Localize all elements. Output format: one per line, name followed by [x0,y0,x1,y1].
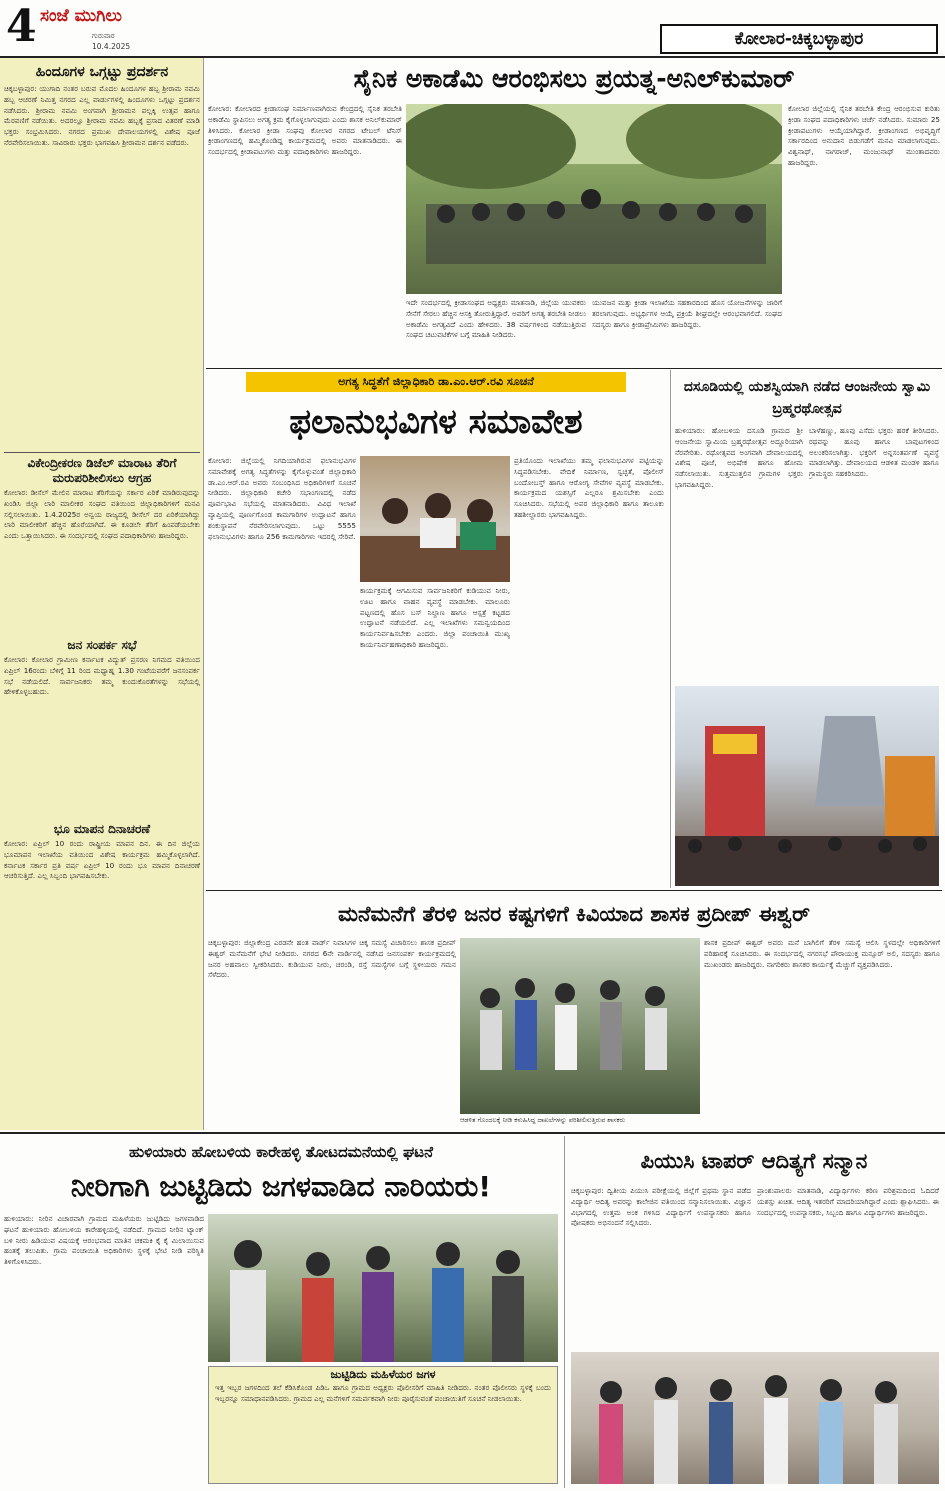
beneficiaries-photo-image [360,456,510,582]
middle-rule [206,890,942,891]
beneficiaries-col-1: ಕೋಲಾರ: ಜಿಲ್ಲೆಯಲ್ಲಿ ನಿಗದಿಯಾಗಿರುವ ಫಲಾನುಭವಿಗಳ ಸಮಾವೇಶಕ್ಕೆ ಅಗತ್ಯ ಸಿದ್ಧತೆಗಳನ್ನು ಕೈಗೊಳ್ಳುವಂತೆ ಜಿಲ್ಲಾಧಿಕಾರಿ ಡಾ.ಎಂ.ಆರ್.ರವಿ ಅವರು ಸಂಬಂಧಿಸಿದ ಅಧಿಕಾರಿಗಳಿಗೆ ಸೂಚನೆ ನೀಡಿದರು. ಜಿಲ್ಲಾಧಿಕಾರಿ ಕಚೇರಿ ಸಭಾಂಗಣದಲ್ಲಿ ನಡೆದ ಪೂರ್ವಭಾವಿ ಸಭೆಯಲ್ಲಿ ಮಾತನಾಡಿದರು. ವಿವಿಧ ಇಲಾಖೆ ವ್ಯಾಪ್ತಿಯಲ್ಲಿ ಪೂರ್ಣಗೊಂಡ ಕಾಮಗಾರಿಗಳ ಉದ್ಘಾಟನೆ ಹಾಗೂ ಶಂಕುಸ್ಥಾಪನೆ ನೆರವೇರಿಸಲಾಗುವುದು. ಒಟ್ಟು 5555 ಫಲಾನುಭವಿಗಳು ಹಾಗೂ 256 ಕಾಮಗಾರಿಗಳು ಇದರಲ್ಲಿ ಸೇರಿವೆ. [208,456,356,541]
temple-col-1: ಹುಳಿಯಾರು: ಹೋಬಳಿಯ ದಸೂಡಿ ಗ್ರಾಮದ ಶ್ರೀ ಆಂಜನೇಯ ಸ್ವಾಮಿಯ ಬ್ರಹ್ಮರಥೋತ್ಸವ ಅದ್ದೂರಿಯಾಗಿ ನೆರವೇರಿತು. ರಥೋತ್ಸವದ ಅಂಗವಾಗಿ ದೇವಾಲಯದಲ್ಲಿ ವಿಶೇಷ ಪೂಜೆ, ಅಭಿಷೇಕ ಹಾಗೂ ಹೋಮ ನಡೆಸಲಾಯಿತು. ಸುತ್ತಮುತ್ತಲಿನ ಗ್ರಾಮಗಳ ಭಕ್ತರು ಭಾಗವಹಿಸಿದ್ದರು. [675,426,803,489]
beneficiaries-col-2: ಕಾರ್ಯಕ್ರಮಕ್ಕೆ ಆಗಮಿಸುವ ಸಾರ್ವಜನಿಕರಿಗೆ ಕುಡಿಯುವ ನೀರು, ಊಟ ಹಾಗೂ ವಾಹನ ವ್ಯವಸ್ಥೆ ಮಾಡಬೇಕು. ಮಾಲೂರು ಪಟ್ಟಣದಲ್ಲಿ ಹೊಸ ಬಸ್ ನಿಲ್ದಾಣ ಹಾಗೂ ಆಸ್ಪತ್ರೆ ಕಟ್ಟಡದ ಉದ್ಘಾಟನೆ ನಡೆಯಲಿದೆ. ಎಲ್ಲ ಇಲಾಖೆಗಳು ಸಮನ್ವಯದಿಂದ ಕಾರ್ಯನಿರ್ವಹಿಸಬೇಕು ಎಂದರು. ಜಿಲ್ಲಾ ಪಂಚಾಯಿತಿ ಮುಖ್ಯ ಕಾರ್ಯನಿರ್ವಹಣಾಧಿಕಾರಿ ಹಾಜರಿದ್ದರು. [360,586,510,649]
masthead [0,0,945,58]
lead-story [206,60,942,368]
sidebar-story-1 [4,62,200,450]
page-number: 4 [6,1,37,52]
beneficiaries-story [206,370,666,888]
mla-photo [460,938,700,1114]
mla-headline: ಮನೆಮನೆಗೆ ತೆರಳಿ ಜನರ ಕಷ್ಟಗಳಿಗೆ ಕಿವಿಯಾದ ಶಾಸಕ ಪ್ರದೀಪ್ ಈಶ್ವರ್ [337,902,811,926]
lead-col-3: ಯುವಜನ ಮತ್ತು ಕ್ರೀಡಾ ಇಲಾಖೆಯ ಸಹಕಾರದಿಂದ ಹೊಸ ಯೋಜನೆಗಳನ್ನು ಜಾರಿಗೆ ತರಲಾಗುವುದು. ಅಭ್ಯರ್ಥಿಗಳ ಆಯ್ಕೆ ಪ್ರಕ್ರಿಯೆ ಶೀಘ್ರದಲ್ಲೇ ಆರಂಭವಾಗಲಿದೆ. ಸಂಘದ ಸದಸ್ಯರು ಹಾಗೂ ಕ್ರೀಡಾಪ್ರೇಮಿಗಳು ಹಾಜರಿದ್ದರು. [592,298,782,329]
beneficiaries-headline: ಫಲಾನುಭವಿಗಳ ಸಮಾವೇಶ [289,402,583,442]
women-box-headline: ಜುಟ್ಟಿಡಿದು ಮಹಿಳೆಯರ ಜಗಳ [330,1368,436,1381]
topper-col-2: ಪ್ರಾಂಶುಪಾಲರು ಮಾತನಾಡಿ, ವಿದ್ಯಾರ್ಥಿಗಳು ಕಠಿಣ ಪರಿಶ್ರಮದಿಂದ ಓದಿದರೆ ಯಶಸ್ಸು ಖಚಿತ. ಆದಿತ್ಯ ಇತರರಿಗೆ ಮಾದರಿಯಾಗಿದ್ದಾರೆ ಎಂದು ಶ್ಲಾಘಿಸಿದರು. ಈ ಸಂದರ್ಭದಲ್ಲಿ ಉಪನ್ಯಾಸಕರು, ಸಿಬ್ಬಂದಿ ಹಾಗೂ ವಿದ್ಯಾರ್ಥಿಗಳು ಹಾಜರಿದ್ದರು. [757,1186,939,1217]
region-banner [660,24,938,54]
temple-col-2: ಬಾಳೆಹಣ್ಣು, ಹೂವು ಎಸೆದು ಭಕ್ತರು ಹರಕೆ ತೀರಿಸಿದರು. ರಥವನ್ನು ಹೂವು ಹಾಗೂ ಬಾವುಟಗಳಿಂದ ಅಲಂಕರಿಸಲಾಗಿತ್ತು. ಭಕ್ತರಿಗೆ ಅನ್ನಸಂತರ್ಪಣೆ ವ್ಯವಸ್ಥೆ ಮಾಡಲಾಗಿತ್ತು. ದೇವಾಲಯದ ಆಡಳಿತ ಮಂಡಳಿ ಹಾಗೂ ಗ್ರಾಮಸ್ಥರು ಸಹಕರಿಸಿದರು. [809,426,939,479]
temple-headline: ದಸೂಡಿಯಲ್ಲಿ ಯಶಸ್ವಿಯಾಗಿ ನಡೆದ ಆಂಜನೇಯ ಸ್ವಾಮಿ ಬ್ರಹ್ಮರಥೋತ್ಸವ [683,379,931,417]
women-headline: ನೀರಿಗಾಗಿ ಜುಟ್ಟಿಡಿದು ಜಗಳವಾಡಿದ ನಾರಿಯರು! [70,1170,492,1203]
topper-photo [571,1352,939,1484]
masthead-date: 10.4.2025 [92,42,131,51]
women-col-1: ಹುಳಿಯಾರು: ನೀರಿನ ವಿಚಾರವಾಗಿ ಗ್ರಾಮದ ಮಹಿಳೆಯರು ಜುಟ್ಟಿಡಿದು ಜಗಳವಾಡಿದ ಘಟನೆ ಹುಳಿಯಾರು ಹೋಬಳಿಯ ಕಾರೇಹಳ್ಳಿಯಲ್ಲಿ ನಡೆದಿದೆ. ಗ್ರಾಮದ ನೀರಿನ ಟ್ಯಾಂಕ್ ಬಳಿ ನೀರು ಹಿಡಿಯುವ ವಿಷಯಕ್ಕೆ ಆರಂಭವಾದ ಮಾತಿನ ಚಕಮಕಿ ಕೈ ಕೈ ಮಿಲಾಯಿಸುವ ಹಂತಕ್ಕೆ ತಲುಪಿತು. ಗ್ರಾಮ ಪಂಚಾಯಿತಿ ಅಧಿಕಾರಿಗಳು ಸ್ಥಳಕ್ಕೆ ಭೇಟಿ ನೀಡಿ ಪರಿಸ್ಥಿತಿ ತಿಳಿಗೊಳಿಸಿದರು. [4,1214,204,1267]
brand-name: ಸಂಜೆ ಮುಗಿಲು [40,6,122,26]
temple-story [670,370,942,888]
women-box [208,1366,558,1484]
women-photo-image [208,1214,558,1362]
lead-photo [406,104,782,294]
women-kicker: ಹುಳಿಯಾರು ಹೋಬಳಿಯ ಕಾರೇಹಳ್ಳಿ ತೋಟದಮನೆಯಲ್ಲಿ ಘಟನೆ [128,1143,434,1161]
mla-photo-caption: ಆಡಳಿತ ಗೊಂದಲಕ್ಕೆ ನೀಡಿ ಕಳುಹಿಸಿದ್ದ ದಾಖಲೆಗಳನ್ನು ಪರಿಶೀಲಿಸುತ್ತಿರುವ ಶಾಸಕರು [460,1116,626,1124]
sidebar-story-3-headline: ಜನ ಸಂಪರ್ಕ ಸಭೆ [67,638,137,652]
lead-col-1: ಕೋಲಾರ: ಕೋಲಾರದ ಕ್ರೀಡಾಸಂಘ ನಿರ್ಮಾಣವಾಗಿರುವ ಕೇಂದ್ರದಲ್ಲಿ ಸೈನಿಕ ತರಬೇತಿ ಅಕಾಡೆಮಿ ಸ್ಥಾಪಿಸಲು ಅಗತ್ಯ ಕ್ರಮ ಕೈಗೊಳ್ಳಲಾಗುವುದು ಎಂದು ಶಾಸಕ ಅನಿಲ್‌ಕುಮಾರ್ ತಿಳಿಸಿದರು. ಕೋಲಾರ ಕ್ರೀಡಾ ಸಂಘವು ಕೋಲಾರ ನಗರದ ಟೇಬಲ್ ಟೆನಿಸ್ ಕ್ರೀಡಾಂಗಣದಲ್ಲಿ ಹಮ್ಮಿಕೊಂಡಿದ್ದ ಕಾರ್ಯಕ್ರಮದಲ್ಲಿ ಅವರು ಮಾತನಾಡಿದರು. ಈ ಸಂದರ್ಭದಲ್ಲಿ ಕ್ರೀಡಾಪಟುಗಳು ಮತ್ತು ಪದಾಧಿಕಾರಿಗಳು ಹಾಜರಿದ್ದರು. [208,104,402,157]
sidebar-story-2-headline: ವಿಕೇಂದ್ರೀಕರಣ ಡಿಜೆಲ್ ಮಾರಾಟ ತೆರಿಗೆ ಮರುಪರಿಶೀಲಿಸಲು ಆಗ್ರಹ [27,456,177,485]
sidebar-story-3 [4,638,200,818]
bottom-rule [0,1132,945,1134]
sidebar-story-4 [4,822,200,1122]
lead-bottom-rule [206,368,942,369]
masthead-weekday: ಗುರುವಾರ [92,32,115,40]
sidebar-story-1-body: ಚಿಕ್ಕಬಳ್ಳಾಪುರ: ಯುಗಾದಿ ನಂತರ ಬರುವ ಮೊದಲ ಹಿಂದೂಗಳ ಹಬ್ಬ ಶ್ರೀರಾಮ ನವಮಿ ಹಬ್ಬ ಆಚರಣೆ ನಿಮಿತ್ತ ನಗರದ ಎಲ್ಲ ವಾರ್ಡುಗಳಲ್ಲಿ ಹಿಂದೂಗಳು ಒಗ್ಗಟ್ಟು ಪ್ರದರ್ಶನ ನಡೆಸಿದರು. ಶ್ರೀರಾಮ ನವಮಿ ಅಂಗವಾಗಿ ಶ್ರೀರಾಮನ ಪಲ್ಲಕ್ಕಿ ಉತ್ಸವ ಹಾಗೂ ಮೆರವಣಿಗೆ ನಡೆಯಿತು. ಅದರಲ್ಲೂ ಶ್ರೀರಾಮ ನವಮಿ ಹಬ್ಬಕ್ಕೆ ಪ್ರಸಾದ ವಿತರಣೆ ಮಾಡಿ ಭಕ್ತರು ಸಂಭ್ರಮಿಸಿದರು. ನಗರದ ಪ್ರಮುಖ ದೇವಾಲಯಗಳಲ್ಲಿ ವಿಶೇಷ ಪೂಜೆ ನೆರವೇರಿಸಲಾಯಿತು. ಸಾವಿರಾರು ಭಕ್ತರು ಭಾಗವಹಿಸಿ ಶ್ರೀರಾಮನ ದರ್ಶನ ಪಡೆದರು. [4,84,200,147]
beneficiaries-kicker: ಅಗತ್ಯ ಸಿದ್ಧತೆಗೆ ಜಿಲ್ಲಾಧಿಕಾರಿ ಡಾ.ಎಂ.ಆರ್.ರವಿ ಸೂಚನೆ [246,372,626,392]
sidebar [0,58,204,1130]
sidebar-story-2 [4,456,200,634]
mla-col-1: ಚಿಕ್ಕಬಳ್ಳಾಪುರ: ಜಿಲ್ಲಾಕೇಂದ್ರ ಎರಡನೇ ಹಂತ ವಾರ್ಡ್ ನಿವಾಸಿಗಳ ಚಿಕ್ಕ ಸಮಸ್ಯೆ ವಿಚಾರಿಸಲು ಶಾಸಕ ಪ್ರದೀಪ್ ಈಶ್ವರ್ ಮನೆಮನೆಗೆ ಭೇಟಿ ನೀಡಿದರು. ನಗರದ 6ನೇ ವಾರ್ಡಿನಲ್ಲಿ ನಡೆಸಿದ ಜನಸಂಪರ್ಕ ಕಾರ್ಯಕ್ರಮದಲ್ಲಿ ಜನರ ಅಹವಾಲು ಸ್ವೀಕರಿಸಿದರು. ಕುಡಿಯುವ ನೀರು, ಚರಂಡಿ, ರಸ್ತೆ ಸಮಸ್ಯೆಗಳ ಬಗ್ಗೆ ಸ್ಥಳೀಯರು ಗಮನ ಸೆಳೆದರು. [208,938,456,980]
mla-col-2: ಶಾಸಕ ಪ್ರದೀಪ್ ಈಶ್ವರ್ ಅವರು ಮನೆ ಬಾಗಿಲಿಗೆ ತೆರಳಿ ಸಮಸ್ಯೆ ಆಲಿಸಿ ಸ್ಥಳದಲ್ಲೇ ಅಧಿಕಾರಿಗಳಿಗೆ ಪರಿಹಾರಕ್ಕೆ ಸೂಚಿಸಿದರು. ಈ ಸಂದರ್ಭದಲ್ಲಿ ನಗರಸಭೆ ಪೌರಾಯುಕ್ತ ಮನ್ಸೂರ್ ಅಲಿ, ಸದಸ್ಯರು ಹಾಗೂ ಮುಖಂಡರು ಹಾಜರಿದ್ದರು. ನಾಗರಿಕರು ಶಾಸಕರ ಕಾರ್ಯಕ್ಕೆ ಮೆಚ್ಚುಗೆ ವ್ಯಕ್ತಪಡಿಸಿದರು. [704,938,940,969]
topper-headline: ಪಿಯುಸಿ ಟಾಪರ್ ಆದಿತ್ಯಗೆ ಸನ್ಮಾನ [640,1149,868,1173]
topper-story [564,1136,942,1488]
sidebar-story-2-body: ಕೋಲಾರ: ಡೀಸೆಲ್ ಮೇಲಿನ ಮಾರಾಟ ತೆರಿಗೆಯನ್ನು ಸರ್ಕಾರ ಏರಿಕೆ ಮಾಡಿರುವುದನ್ನು ಖಂಡಿಸಿ ಜಿಲ್ಲಾ ಲಾರಿ ಮಾಲೀಕರ ಸಂಘದ ವತಿಯಿಂದ ಜಿಲ್ಲಾಧಿಕಾರಿಗಳಿಗೆ ಮನವಿ ಸಲ್ಲಿಸಲಾಯಿತು. 1.4.2025ರ ಅನ್ವಯ ರಾಜ್ಯದಲ್ಲಿ ಡೀಸೆಲ್ ದರ ಏರಿಕೆಯಾಗಿದ್ದು ಲಾರಿ ಮಾಲೀಕರಿಗೆ ಹೆಚ್ಚಿನ ಹೊರೆಯಾಗಿದೆ. ಈ ಕೂಡಲೇ ತೆರಿಗೆ ಹಿಂಪಡೆಯಬೇಕು ಎಂದು ಒತ್ತಾಯಿಸಿದರು. ಈ ಸಂದರ್ಭದಲ್ಲಿ ಸಂಘದ ಪದಾಧಿಕಾರಿಗಳು ಹಾಜರಿದ್ದರು. [4,488,200,541]
lead-headline: ಸೈನಿಕ ಅಕಾಡೆಮಿ ಆರಂಭಿಸಲು ಪ್ರಯತ್ನ-ಅನಿಲ್‌ಕುಮಾರ್ [353,64,795,93]
lead-col-2: ಇದೇ ಸಂದರ್ಭದಲ್ಲಿ ಕ್ರೀಡಾಸಂಘದ ಅಧ್ಯಕ್ಷರು ಮಾತನಾಡಿ, ಜಿಲ್ಲೆಯ ಯುವಕರು ಸೇನೆಗೆ ಸೇರಲು ಹೆಚ್ಚಿನ ಆಸಕ್ತಿ ತೋರುತ್ತಿದ್ದಾರೆ. ಅವರಿಗೆ ಅಗತ್ಯ ತರಬೇತಿ ನೀಡಲು ಅಕಾಡೆಮಿ ಅಗತ್ಯವಿದೆ ಎಂದು ಹೇಳಿದರು. 38 ವರ್ಷಗಳಿಂದ ನಡೆಯುತ್ತಿರುವ ಸಂಘದ ಚಟುವಟಿಕೆಗಳ ಬಗ್ಗೆ ಮಾಹಿತಿ ನೀಡಿದರು. [406,298,586,340]
region-label: ಕೋಲಾರ-ಚಿಕ್ಕಬಳ್ಳಾಪುರ [734,29,864,49]
sidebar-story-1-headline: ಹಿಂದೂಗಳ ಒಗ್ಗಟ್ಟು ಪ್ರದರ್ಶನ [35,64,169,80]
lead-col-4: ಕೋಲಾರ ಜಿಲ್ಲೆಯಲ್ಲಿ ಸೈನಿಕ ತರಬೇತಿ ಕೇಂದ್ರ ಆರಂಭಿಸುವ ಕುರಿತು ಕ್ರೀಡಾ ಸಂಘದ ಪದಾಧಿಕಾರಿಗಳು ಚರ್ಚೆ ನಡೆಸಿದರು. ಸುಮಾರು 25 ಕ್ರೀಡಾಪಟುಗಳು ಆಯ್ಕೆಯಾಗಿದ್ದಾರೆ. ಕ್ರೀಡಾಂಗಣದ ಅಭಿವೃದ್ಧಿಗೆ ಸರ್ಕಾರದಿಂದ ಅನುದಾನ ಬಿಡುಗಡೆಗೆ ಮನವಿ ಮಾಡಲಾಗುವುದು. ವಿಶ್ವನಾಥ್, ನಾಗರಾಜ್, ಮಂಜುನಾಥ್ ಮುಂತಾದವರು ಹಾಜರಿದ್ದರು. [788,104,940,167]
sidebar-story-3-body: ಕೋಲಾರ: ಕೋಲಾರ ಗ್ರಾಮೀಣ ಕರ್ನಾಟಕ ವಿದ್ಯುತ್ ಪ್ರಸರಣ ನಿಗಮದ ವತಿಯಿಂದ ಏಪ್ರಿಲ್ 16ರಂದು ಬೆಳಿಗ್ಗೆ 11 ರಿಂದ ಮಧ್ಯಾಹ್ನ 1.30 ಗಂಟೆಯವರೆಗೆ ಜನಸಂಪರ್ಕ ಸಭೆ ನಡೆಯಲಿದೆ. ಸಾರ್ವಜನಿಕರು ತಮ್ಮ ಕುಂದುಕೊರತೆಗಳನ್ನು ಸಭೆಯಲ್ಲಿ ಹೇಳಿಕೊಳ್ಳಬಹುದು. [4,655,200,697]
women-photo [208,1214,558,1362]
women-box-body: ಇತ್ತ ಇಬ್ಬರ ಜಗಳದಿಂದ ತಲೆ ಕೆಡಿಸಿಕೊಂಡ ಪಿಡಿಒ ಹಾಗೂ ಗ್ರಾಮದ ಅಧ್ಯಕ್ಷರು ಪೊಲೀಸರಿಗೆ ಮಾಹಿತಿ ನೀಡಿದರು. ನಂತರ ಪೊಲೀಸರು ಸ್ಥಳಕ್ಕೆ ಬಂದು ಇಬ್ಬರನ್ನೂ ಸಮಾಧಾನಪಡಿಸಿದರು. ಗ್ರಾಮದ ಎಲ್ಲ ಮನೆಗಳಿಗೆ ಸಮರ್ಪಕವಾಗಿ ನೀರು ಪೂರೈಸುವಂತೆ ಪಂಚಾಯಿತಿಗೆ ಸೂಚನೆ ನೀಡಲಾಯಿತು. [215,1383,551,1403]
beneficiaries-col-3: ಪ್ರತಿಯೊಂದು ಇಲಾಖೆಯು ತಮ್ಮ ಫಲಾನುಭವಿಗಳ ಪಟ್ಟಿಯನ್ನು ಸಿದ್ಧಪಡಿಸಬೇಕು. ವೇದಿಕೆ ನಿರ್ಮಾಣ, ಸ್ವಚ್ಛತೆ, ಪೊಲೀಸ್ ಬಂದೋಬಸ್ತ್ ಹಾಗೂ ಆರೋಗ್ಯ ಸೇವೆಗಳ ವ್ಯವಸ್ಥೆ ಮಾಡಬೇಕು. ಕಾರ್ಯಕ್ರಮದ ಯಶಸ್ಸಿಗೆ ಎಲ್ಲರೂ ಶ್ರಮಿಸಬೇಕು ಎಂದು ಸೂಚಿಸಿದರು. ಸಭೆಯಲ್ಲಿ ಅಪರ ಜಿಲ್ಲಾಧಿಕಾರಿ ಹಾಗೂ ತಾಲೂಕು ತಹಶೀಲ್ದಾರರು ಭಾಗವಹಿಸಿದ್ದರು. [514,456,664,519]
mla-story [206,892,942,1130]
sidebar-story-4-headline: ಭೂ ಮಾಪನ ದಿನಾಚರಣೆ [53,822,151,836]
brand-logo [40,6,160,34]
topper-col-1: ಚಿಕ್ಕಬಳ್ಳಾಪುರ: ದ್ವಿತೀಯ ಪಿಯುಸಿ ಪರೀಕ್ಷೆಯಲ್ಲಿ ಜಿಲ್ಲೆಗೆ ಪ್ರಥಮ ಸ್ಥಾನ ಪಡೆದ ವಿದ್ಯಾರ್ಥಿ ಆದಿತ್ಯ ಅವರನ್ನು ಕಾಲೇಜಿನ ವತಿಯಿಂದ ಸನ್ಮಾನಿಸಲಾಯಿತು. ವಿಜ್ಞಾನ ವಿಭಾಗದಲ್ಲಿ ಉತ್ತಮ ಅಂಕ ಗಳಿಸಿದ ವಿದ್ಯಾರ್ಥಿಗೆ ಉಪನ್ಯಾಸಕರು ಹಾಗೂ ಪೋಷಕರು ಅಭಿನಂದನೆ ಸಲ್ಲಿಸಿದರು. [571,1186,751,1228]
beneficiaries-photo [360,456,510,582]
sidebar-story-4-body: ಕೋಲಾರ: ಏಪ್ರಿಲ್ 10 ರಂದು ರಾಷ್ಟ್ರೀಯ ಮಾಪನ ದಿನ. ಈ ದಿನ ಜಿಲ್ಲೆಯ ಭೂಮಾಪನ ಇಲಾಖೆಯ ವತಿಯಿಂದ ವಿಶೇಷ ಕಾರ್ಯಕ್ರಮ ಹಮ್ಮಿಕೊಳ್ಳಲಾಗಿದೆ. ಕರ್ನಾಟಕ ಸರ್ಕಾರ ಪ್ರತಿ ವರ್ಷ ಏಪ್ರಿಲ್ 10 ರಂದು ಭೂ ಮಾಪನ ದಿನಾಚರಣೆ ಆಚರಿಸುತ್ತಿದೆ. ಎಲ್ಲ ಸಿಬ್ಬಂದಿ ಭಾಗವಹಿಸಬೇಕು. [4,839,200,881]
women-story [0,1136,562,1488]
temple-photo [675,686,939,886]
mla-photo-image [460,938,700,1114]
lead-photo-image [406,104,782,294]
sidebar-divider [4,452,200,453]
temple-photo-image [675,686,939,886]
topper-photo-image [571,1352,939,1484]
